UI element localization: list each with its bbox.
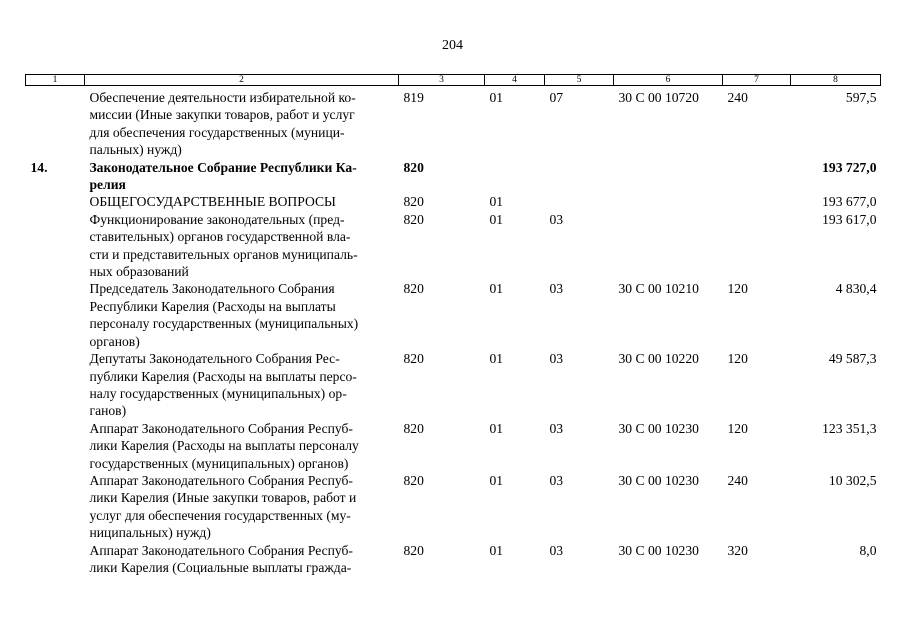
col-header-4: 4 bbox=[485, 75, 545, 86]
target-article-code: 30 С 00 10230 bbox=[618, 420, 699, 436]
target-article-code: 30 С 00 10230 bbox=[618, 472, 699, 488]
expense-type-code: 120 bbox=[727, 351, 748, 367]
expense-type-code bbox=[723, 159, 791, 194]
row-name bbox=[85, 280, 399, 350]
page-number: 204 bbox=[442, 38, 463, 53]
row-name-line: налу государственных (муниципальных) ор- bbox=[89, 385, 347, 401]
row-name-line: релия bbox=[89, 177, 126, 193]
table-row bbox=[26, 193, 881, 210]
row-name-line: лики Карелия (Социальные выплаты гражда- bbox=[89, 559, 352, 575]
row-name-line: публики Карелия (Расходы на выплаты персо- bbox=[89, 368, 357, 384]
section-code: 01 bbox=[489, 351, 504, 367]
expense-type-code: 240 bbox=[727, 472, 748, 488]
ministry-code: 820 bbox=[403, 472, 424, 488]
ministry-code: 820 bbox=[403, 420, 424, 436]
section-code: 01 bbox=[489, 281, 504, 297]
subsection-code: 03 bbox=[549, 420, 564, 436]
subsection-code: 03 bbox=[549, 351, 564, 367]
subsection-code: 03 bbox=[549, 211, 564, 227]
amount: 123 351,3 bbox=[822, 420, 877, 436]
row-name-line: органов) bbox=[89, 333, 140, 349]
ministry-code: 820 bbox=[403, 194, 424, 210]
amount: 10 302,5 bbox=[828, 472, 877, 488]
subsection-code: 07 bbox=[549, 90, 564, 105]
amount: 4 830,4 bbox=[835, 281, 877, 297]
target-article-code: 30 С 00 10210 bbox=[618, 281, 699, 297]
subsection-code: 03 bbox=[549, 542, 564, 558]
row-name-line: ОБЩЕГОСУДАРСТВЕННЫЕ ВОПРОСЫ bbox=[89, 194, 336, 210]
col-header-2: 2 bbox=[85, 75, 399, 86]
row-number bbox=[26, 86, 85, 159]
row-number bbox=[26, 211, 85, 281]
target-article-code bbox=[614, 193, 723, 210]
section-code: 01 bbox=[489, 90, 504, 105]
table-row bbox=[26, 420, 881, 472]
row-number bbox=[26, 280, 85, 350]
target-article-code: 30 С 00 10720 bbox=[618, 90, 699, 105]
expense-type-code: 240 bbox=[727, 90, 748, 105]
row-name-line: ставительных) органов государственной вла- bbox=[89, 229, 351, 245]
row-name-line: государственных (муниципальных) органов) bbox=[89, 455, 349, 471]
row-number bbox=[26, 350, 85, 420]
subsection-code: 03 bbox=[549, 281, 564, 297]
table-row bbox=[26, 350, 881, 420]
section-code: 01 bbox=[489, 472, 504, 488]
col-header-5: 5 bbox=[545, 75, 614, 86]
row-name-line: ганов) bbox=[89, 403, 127, 419]
table-row bbox=[26, 159, 881, 194]
row-number: 14. bbox=[30, 159, 48, 175]
row-name-line: персоналу государственных (муниципальных) bbox=[89, 316, 359, 332]
row-name bbox=[85, 472, 399, 542]
amount: 597,5 bbox=[845, 90, 877, 105]
row-name-line: Аппарат Законодательного Собрания Респуб- bbox=[89, 542, 353, 558]
row-name-line: для обеспечения государственных (муници- bbox=[89, 124, 345, 140]
row-name-line: Депутаты Законодательного Собрания Рес- bbox=[89, 351, 340, 367]
amount: 8,0 bbox=[859, 542, 877, 558]
row-name-line: ных образований bbox=[89, 264, 189, 280]
row-name-line: услуг для обеспечения государственных (му- bbox=[89, 507, 351, 523]
target-article-code: 30 С 00 10220 bbox=[618, 351, 699, 367]
table-body bbox=[26, 86, 881, 577]
amount: 193 727,0 bbox=[822, 159, 877, 175]
col-header-6: 6 bbox=[614, 75, 723, 86]
row-name bbox=[85, 542, 399, 577]
row-name-line: пальных) нужд) bbox=[89, 142, 182, 158]
row-number bbox=[26, 420, 85, 472]
row-number bbox=[26, 472, 85, 542]
amount: 49 587,3 bbox=[828, 351, 877, 367]
target-article-code bbox=[614, 211, 723, 281]
section-code: 01 bbox=[489, 420, 504, 436]
col-header-7: 7 bbox=[723, 75, 791, 86]
table-row bbox=[26, 472, 881, 542]
subsection-code: 03 bbox=[549, 472, 564, 488]
row-name bbox=[85, 159, 399, 194]
col-header-3: 3 bbox=[399, 75, 485, 86]
row-name-line: Аппарат Законодательного Собрания Респуб- bbox=[89, 472, 353, 488]
row-name bbox=[85, 420, 399, 472]
column-number-header bbox=[26, 75, 881, 86]
row-name bbox=[85, 350, 399, 420]
row-name-line: ниципальных) нужд) bbox=[89, 525, 211, 541]
ministry-code: 820 bbox=[403, 542, 424, 558]
row-name-line: миссии (Иные закупки товаров, работ и услуг bbox=[89, 107, 355, 123]
expense-type-code: 120 bbox=[727, 281, 748, 297]
ministry-code: 820 bbox=[403, 281, 424, 297]
ministry-code: 820 bbox=[403, 351, 424, 367]
section-code: 01 bbox=[489, 211, 504, 227]
row-number bbox=[26, 193, 85, 210]
row-name-line: лики Карелия (Иные закупки товаров, работ и bbox=[89, 490, 357, 506]
amount: 193 617,0 bbox=[822, 211, 877, 227]
expense-type-code bbox=[723, 193, 791, 210]
row-name bbox=[85, 211, 399, 281]
expense-type-code bbox=[723, 211, 791, 281]
ministry-code: 819 bbox=[403, 90, 424, 105]
row-name-line: сти и представительных органов муниципаль- bbox=[89, 246, 358, 262]
row-name-line: Аппарат Законодательного Собрания Респуб- bbox=[89, 420, 353, 436]
subsection-code bbox=[545, 159, 614, 194]
col-header-1: 1 bbox=[26, 75, 85, 86]
row-name-line: Обеспечение деятельности избирательной ко- bbox=[89, 90, 356, 105]
subsection-code bbox=[545, 193, 614, 210]
table-row bbox=[26, 211, 881, 281]
table-row bbox=[26, 280, 881, 350]
row-number bbox=[26, 542, 85, 577]
col-header-8: 8 bbox=[791, 75, 881, 86]
row-name-line: Республики Карелия (Расходы на выплаты bbox=[89, 298, 336, 314]
expense-type-code: 120 bbox=[727, 420, 748, 436]
row-name bbox=[85, 193, 399, 210]
expense-type-code: 320 bbox=[727, 542, 748, 558]
row-name-line: лики Карелия (Расходы на выплаты персоналу bbox=[89, 438, 359, 454]
row-name bbox=[85, 86, 399, 159]
ministry-code: 820 bbox=[403, 211, 424, 227]
row-name-line: Законодательное Собрание Республики Ка- bbox=[89, 159, 357, 175]
table-row bbox=[26, 542, 881, 577]
section-code: 01 bbox=[489, 194, 504, 210]
target-article-code: 30 С 00 10230 bbox=[618, 542, 699, 558]
row-name-line: Функционирование законодательных (пред- bbox=[89, 211, 345, 227]
section-code bbox=[485, 159, 545, 194]
budget-table bbox=[25, 74, 881, 576]
amount: 193 677,0 bbox=[822, 194, 877, 210]
target-article-code bbox=[614, 159, 723, 194]
row-name-line: Председатель Законодательного Собрания bbox=[89, 281, 335, 297]
section-code: 01 bbox=[489, 542, 504, 558]
ministry-code: 820 bbox=[403, 159, 424, 175]
table-row bbox=[26, 86, 881, 159]
